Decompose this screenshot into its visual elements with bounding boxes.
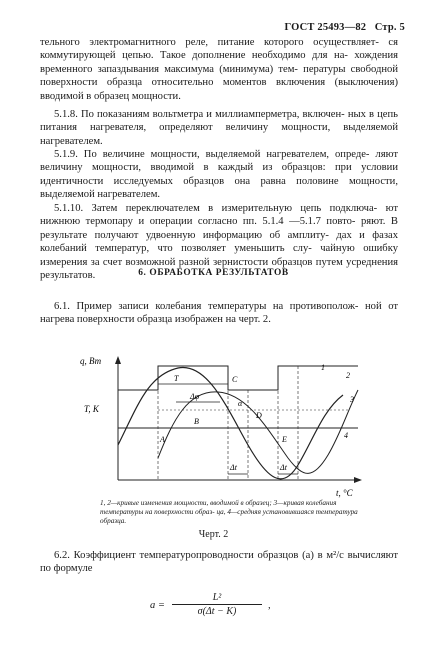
point-label-c: C <box>232 375 238 384</box>
paragraph-5-1-10: 5.1.10. Затем переключателем в измерительную цепь подключа- ют нижнюю термопару и операции согласно пп. 5.1.4 —5.1.7 повто- ряют. В результате получают удвоенную информацию об амплиту- дах и фазах колебаний температур, что позволяет уменьшить слу- чайную ошибку измерения за счет возможной разной зернистости образцов путем усреднения результатов. <box>40 203 398 282</box>
formula <box>150 592 310 622</box>
curve-number-4: 4 <box>344 431 348 440</box>
formula-fraction <box>172 592 262 617</box>
formula-lhs: a = <box>150 600 165 611</box>
standard-number: ГОСТ 25493—82 <box>284 22 367 33</box>
y-label-temperature: T, K <box>84 404 99 414</box>
curve-number-2: 2 <box>346 371 350 380</box>
formula-numerator: L² <box>212 592 222 603</box>
paragraph-continuation: тельного электромагнитного реле, питание которого осуществляет- ся коммутирующей цепью. Такое дополнение необходимо для на- хождения временного запаздывания максимума (минимума) тем- пературы свободной поверхности образца относительно моментов включения (выключения) вводимой в образец мощности. <box>40 37 398 102</box>
section-title: 6. ОБРАБОТКА РЕЗУЛЬТАТОВ <box>138 268 289 278</box>
figure-label: Черт. 2 <box>198 529 229 540</box>
point-label-a: A <box>160 435 165 444</box>
point-label-d: D <box>256 411 262 420</box>
formula-denominator: σ(Δt − K) <box>197 606 237 617</box>
paragraph-6-1: 6.1. Пример записи колебания температуры на противополож- ной от нагрева поверхности образца изображен на черт. 2. <box>40 301 398 326</box>
y-axis-arrow <box>115 356 121 364</box>
formula-tail: , <box>268 600 271 611</box>
figure-diagram <box>78 350 378 500</box>
curve-number-3: 3 <box>350 395 354 404</box>
interval-label-phase: Δφ <box>190 392 200 401</box>
paragraph-5-1-8: 5.1.8. По показаниям вольтметра и миллиамперметра, включен- ных в цепь питания нагревателя, определяют величину мощности, выделяемой нагревателем. <box>40 109 398 147</box>
page-header <box>284 22 405 33</box>
point-label-e: E <box>282 435 287 444</box>
interval-label-delta-t-1: Δt <box>230 463 237 472</box>
interval-label-delta-t-2: Δt <box>280 463 287 472</box>
paragraph-5-1-9: 5.1.9. По величине мощности, выделяемой нагревателем, опреде- ляют величину мощности, вводимой в каждый из образцов: при условии идентичности исследуемых образцов она равна половине мощности, выделяемой нагревателем. <box>40 149 398 201</box>
interval-label-alpha: α <box>238 399 243 408</box>
paragraph-6-2: 6.2. Коэффициент температуропроводности образцов (a) в м²/с вычисляют по формуле <box>40 550 398 575</box>
x-label-time: t, °C <box>336 488 353 498</box>
figure-caption: 1, 2—кривые изменения мощности, вводимой в образец; 3—кривая колебания температуры на поверхности образ- ца, 4—средняя установившаяся температура образца. <box>100 499 358 525</box>
y-label-power: q, Вт <box>80 356 102 366</box>
fraction-bar <box>172 604 262 605</box>
curve-number-1: 1 <box>321 363 325 372</box>
page-number: Стр. 5 <box>374 22 405 33</box>
interval-label-period: T <box>174 374 179 383</box>
point-label-b: B <box>194 417 199 426</box>
figure-2 <box>78 350 378 500</box>
x-axis-arrow <box>354 477 362 483</box>
